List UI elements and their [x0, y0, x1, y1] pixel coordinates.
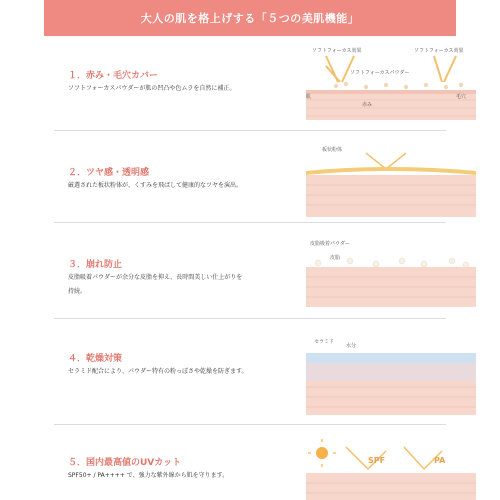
glow-illustration: [306, 143, 476, 219]
feature-section-1: [44, 36, 467, 130]
sebum-illustration: [306, 237, 476, 309]
feature-desc-4: セラミド配合により、パウダー特有の粉っぽさや乾燥を防ぎます。: [68, 368, 248, 375]
feature-desc-3: 皮脂吸着パウダーが余分な皮脂を抑え、長時間美しい仕上がりを持続。: [68, 274, 243, 295]
plate-powder-label: 板状粉体: [322, 147, 343, 153]
feature-desc-5: SPF50+ / PA++++ で、強力な紫外線から肌を守ります。: [68, 472, 229, 479]
sebum-powder-label: 皮脂吸着パウダー: [310, 241, 350, 247]
effect-left-label: ソフトフォーカス効果: [312, 48, 362, 54]
feature-section-2: [44, 131, 456, 221]
sebum-label: 皮脂: [330, 255, 341, 261]
water-label: 水分: [346, 343, 357, 349]
uv-illustration: [306, 439, 476, 500]
feature-desc-2: 厳選された板状粉体が、くすみを飛ばして健康的なツヤを演出。: [68, 182, 243, 189]
ceramide-label: セラミド: [314, 339, 335, 345]
feature-title-5: ５．国内最高値のUVカット: [68, 458, 182, 468]
sun-icon: [308, 439, 336, 467]
pore-label: 毛穴: [456, 94, 467, 100]
header-banner: [44, 0, 456, 36]
feature-title-1: １．赤み・毛穴カバー: [68, 71, 159, 81]
feature-section-4: [44, 319, 456, 419]
feature-title-2: ２．ツヤ感・透明感: [68, 168, 150, 178]
powder-label: ソフトフォーカスパウダー: [350, 70, 410, 76]
cover-illustration: [306, 44, 476, 124]
feature-section-3: [44, 223, 456, 315]
header-title: 大人の肌を格上げする「５つの美肌機能」: [140, 12, 360, 25]
feature-section-5: [44, 425, 456, 500]
feature-title-3: ３．崩れ防止: [68, 260, 123, 270]
feature-desc-1: ソフトフォーカスパウダーが肌の凹凸や色ムラを自然に補正。: [68, 85, 236, 92]
redness-label: 赤み: [362, 102, 373, 108]
moisture-illustration: [306, 335, 476, 417]
feature-title-4: ４．乾燥対策: [68, 354, 123, 364]
skin-label: 肌: [306, 94, 312, 100]
spf-label: SPF: [368, 456, 386, 465]
pa-label: PA: [434, 456, 446, 465]
effect-right-label: ソフトフォーカス効果: [414, 48, 464, 54]
